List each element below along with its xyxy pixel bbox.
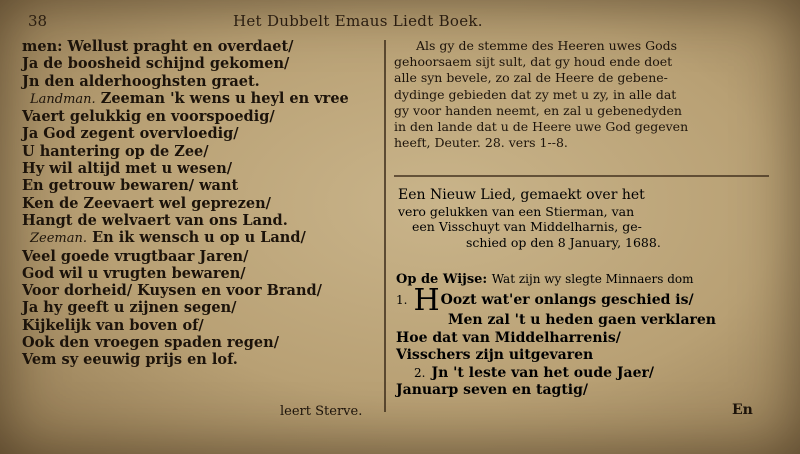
verse-line: Jn den alderhooghsten graet. — [22, 72, 260, 90]
speaker-label: Zeeman. — [30, 231, 88, 247]
verse-line: Hoe dat van Middelharrenis/ — [396, 329, 621, 346]
tune-name: Wat zijn wy slegte Minnaers dom — [491, 272, 694, 286]
verse-text: Oozt wat'er onlangs geschied is/ — [440, 292, 694, 308]
verse-text: En ik wensch u op u Land/ — [92, 229, 306, 247]
verse-first-line — [414, 365, 776, 383]
verse-line: Voor dorheid/ Kuysen en voor Brand/ — [22, 282, 322, 300]
verse-line: Vem sy eeuwig prijs en lof. — [22, 351, 238, 369]
song-title-line: een Visschuyt van Middelharnis, ge- — [412, 219, 642, 234]
verse-line: Vaert gelukkig en voorspoedig/ — [22, 108, 275, 126]
speaker-line-zeeman — [30, 229, 382, 247]
catchword: En — [732, 402, 753, 418]
verse-line: Visschers zijn uitgevaren — [396, 347, 594, 363]
verse-line: Januarp seven en tagtig/ — [396, 382, 589, 398]
verse-line: Hy wil altijd met u wesen/ — [22, 160, 233, 178]
song-title-line: vero gelukken van een Stierman, van — [398, 203, 635, 219]
prose-line: dydinge gebieden dat zy met u zy, in alle dat — [394, 86, 677, 102]
verse-number: 2. — [414, 365, 426, 380]
verse-line: Ja God zegent overvloedig/ — [22, 125, 239, 143]
verse-text: Jn 't leste van het oude Jaer/ — [431, 364, 654, 381]
song-verses — [396, 283, 776, 400]
song-title — [394, 188, 779, 250]
left-column — [22, 38, 382, 419]
scripture-quote — [394, 38, 779, 151]
drop-cap: H — [413, 283, 440, 318]
verse-line: Ken de Zeevaert wel geprezen/ — [22, 194, 271, 212]
verse-line: U hantering op de Zee/ — [22, 142, 209, 160]
verse-line: Ja de boosheid schijnd gekomen/ — [22, 55, 290, 73]
prose-line: heeft, Deuter. 28. vers 1--8. — [394, 135, 568, 151]
verse-line: Ja hy geeft u zijnen segen/ — [22, 299, 237, 317]
prose-line: gehoorsaem sijt sult, dat gy houd ende doet — [394, 54, 673, 70]
tune-line — [396, 272, 694, 287]
verse-line: Ook den vroegen spaden regen/ — [22, 334, 279, 352]
song-title-line: Een Nieuw Lied, gemaekt over het — [398, 187, 645, 203]
page-number: 38 — [28, 12, 48, 30]
verse-line: Hangt de welvaert van ons Land. — [22, 211, 288, 229]
verse-first-line — [396, 283, 776, 318]
page-header — [28, 8, 768, 34]
verse-line: men: Wellust praght en overdaet/ — [22, 38, 294, 55]
verse-text: Zeeman 'k wens u heyl en vree — [100, 89, 349, 107]
verse-line: God wil u vrugten bewaren/ — [22, 264, 246, 282]
verse-line: En getrouw bewaren/ want — [22, 177, 239, 195]
verse-line: Veel goede vrugtbaar Jaren/ — [22, 247, 249, 265]
prose-line: in den lande dat u de Heere uwe God gegeven — [394, 119, 689, 135]
tune-label: Op de Wijse: — [396, 272, 488, 287]
song-title-line: schied op den 8 January, 1688. — [466, 234, 661, 250]
column-divider — [384, 40, 386, 412]
prose-line: gy voor handen neemt, en zal u gebenedyden — [394, 102, 682, 118]
prose-line: Als gy de stemme des Heeren uwes Gods — [416, 38, 678, 53]
section-divider — [394, 175, 769, 177]
running-title: Het Dubbelt Emaus Liedt Boek. — [233, 12, 483, 30]
tune-reference: leert Sterve. — [280, 404, 363, 419]
speaker-label: Landman. — [30, 91, 96, 107]
speaker-line-landman — [30, 90, 382, 108]
verse-line: Kijkelijk van boven of/ — [22, 316, 204, 334]
verse-line: Men zal 't u heden gaen verklaren — [448, 312, 716, 328]
verse-number: 1. — [396, 293, 408, 307]
prose-line: alle syn bevele, zo zal de Heere de gebene- — [394, 70, 668, 86]
